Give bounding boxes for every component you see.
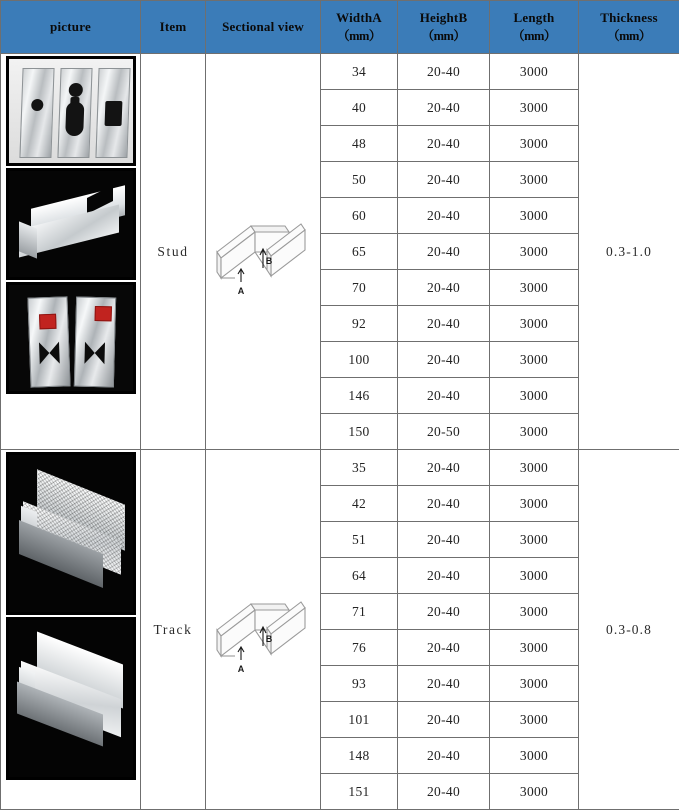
sectional-label-a: A bbox=[238, 286, 245, 296]
bowtie-cutout-icon bbox=[84, 342, 105, 365]
height-value: 20-40 bbox=[398, 306, 490, 342]
width-value: 146 bbox=[321, 378, 398, 414]
sectional-label-b: B bbox=[266, 256, 273, 266]
table-header bbox=[1, 1, 679, 54]
height-value: 20-40 bbox=[398, 198, 490, 234]
item-cell-stud bbox=[141, 54, 206, 450]
sectional-label-b: B bbox=[266, 634, 273, 644]
column-header-height-b bbox=[398, 1, 490, 54]
width-value: 92 bbox=[321, 306, 398, 342]
rectangular-hole-icon bbox=[104, 101, 122, 126]
length-value: 3000 bbox=[490, 234, 579, 270]
height-value: 20-40 bbox=[398, 126, 490, 162]
height-value: 20-40 bbox=[398, 594, 490, 630]
length-value: 3000 bbox=[490, 738, 579, 774]
table-body bbox=[1, 54, 679, 810]
height-value: 20-40 bbox=[398, 270, 490, 306]
width-value: 100 bbox=[321, 342, 398, 378]
length-value: 3000 bbox=[490, 90, 579, 126]
length-value: 3000 bbox=[490, 342, 579, 378]
sectional-view-cell-track bbox=[206, 450, 321, 810]
column-header-item bbox=[141, 1, 206, 54]
header-unit-thickness: （mm） bbox=[579, 27, 679, 45]
width-value: 151 bbox=[321, 774, 398, 810]
height-value: 20-40 bbox=[398, 738, 490, 774]
column-header-length bbox=[490, 1, 579, 54]
keyhole-icon bbox=[65, 102, 84, 136]
length-value: 3000 bbox=[490, 630, 579, 666]
picture-cell-track bbox=[1, 450, 141, 810]
red-label-sticker bbox=[94, 306, 111, 321]
height-value: 20-40 bbox=[398, 234, 490, 270]
c-stud-shape bbox=[17, 195, 125, 257]
length-value: 3000 bbox=[490, 378, 579, 414]
header-unit-height-b: （mm） bbox=[398, 27, 489, 45]
header-label-item: Item bbox=[141, 18, 205, 37]
smooth-track-channel-photo bbox=[6, 617, 136, 780]
width-value: 150 bbox=[321, 414, 398, 450]
height-value: 20-40 bbox=[398, 162, 490, 198]
column-header-thickness bbox=[579, 1, 679, 54]
width-value: 60 bbox=[321, 198, 398, 234]
sectional-view-cell-stud bbox=[206, 54, 321, 450]
width-value: 71 bbox=[321, 594, 398, 630]
length-value: 3000 bbox=[490, 666, 579, 702]
length-value: 3000 bbox=[490, 522, 579, 558]
stud-blank-piece bbox=[95, 68, 130, 158]
length-value: 3000 bbox=[490, 774, 579, 810]
height-value: 20-40 bbox=[398, 630, 490, 666]
header-label-thickness: Thickness bbox=[579, 9, 679, 28]
height-value: 20-40 bbox=[398, 90, 490, 126]
knurled-track-shape bbox=[15, 481, 127, 593]
round-hole-icon bbox=[68, 83, 82, 97]
width-value: 48 bbox=[321, 126, 398, 162]
length-value: 3000 bbox=[490, 558, 579, 594]
width-value: 148 bbox=[321, 738, 398, 774]
width-value: 42 bbox=[321, 486, 398, 522]
stud-piece-with-label bbox=[73, 296, 115, 387]
height-value: 20-40 bbox=[398, 666, 490, 702]
height-value: 20-40 bbox=[398, 774, 490, 810]
sectional-label-a: A bbox=[238, 664, 245, 674]
header-label-sectional-view: Sectional view bbox=[206, 18, 320, 37]
round-hole-icon bbox=[31, 99, 43, 111]
height-value: 20-40 bbox=[398, 522, 490, 558]
length-value: 3000 bbox=[490, 594, 579, 630]
column-header-picture bbox=[1, 1, 141, 54]
stud-blank-piece bbox=[19, 68, 54, 158]
header-unit-length: （mm） bbox=[490, 27, 578, 45]
length-value: 3000 bbox=[490, 162, 579, 198]
width-value: 70 bbox=[321, 270, 398, 306]
table-row bbox=[1, 54, 679, 90]
column-header-sectional-view bbox=[206, 1, 321, 54]
header-unit-width-a: （mm） bbox=[321, 27, 397, 45]
length-value: 3000 bbox=[490, 450, 579, 486]
length-value: 3000 bbox=[490, 306, 579, 342]
thickness-value: 0.3-0.8 bbox=[606, 622, 652, 637]
stud-blank-piece bbox=[57, 68, 92, 158]
header-label-length: Length bbox=[490, 9, 578, 28]
length-value: 3000 bbox=[490, 702, 579, 738]
width-value: 65 bbox=[321, 234, 398, 270]
smooth-track-shape bbox=[15, 644, 127, 758]
length-value: 3000 bbox=[490, 270, 579, 306]
width-value: 93 bbox=[321, 666, 398, 702]
width-value: 34 bbox=[321, 54, 398, 90]
length-value: 3000 bbox=[490, 54, 579, 90]
picture-stack-stud bbox=[1, 54, 140, 449]
height-value: 20-40 bbox=[398, 54, 490, 90]
dimension-label-a bbox=[238, 269, 245, 296]
stud-bowtie-cutout-photo bbox=[6, 282, 136, 394]
height-value: 20-40 bbox=[398, 450, 490, 486]
item-cell-track bbox=[141, 450, 206, 810]
height-value: 20-40 bbox=[398, 342, 490, 378]
c-stud-channel-photo bbox=[6, 168, 136, 280]
dimension-label-a bbox=[238, 647, 245, 674]
bowtie-cutout-icon bbox=[39, 342, 60, 365]
height-value: 20-40 bbox=[398, 378, 490, 414]
picture-stack-track bbox=[1, 450, 140, 809]
item-label: Stud bbox=[157, 244, 188, 259]
height-value: 20-40 bbox=[398, 486, 490, 522]
red-label-sticker bbox=[39, 314, 57, 330]
c-channel-isometric-diagram bbox=[211, 206, 315, 298]
width-value: 40 bbox=[321, 90, 398, 126]
width-value: 76 bbox=[321, 630, 398, 666]
header-label-width-a: WidthA bbox=[321, 9, 397, 28]
thickness-cell-track bbox=[579, 450, 679, 810]
header-label-picture: picture bbox=[1, 18, 140, 37]
length-value: 3000 bbox=[490, 414, 579, 450]
header-row bbox=[1, 1, 679, 54]
stud-blanks-photo bbox=[6, 56, 136, 166]
knurled-track-channel-photo bbox=[6, 452, 136, 615]
thickness-cell-stud bbox=[579, 54, 679, 450]
table-row bbox=[1, 450, 679, 486]
length-value: 3000 bbox=[490, 198, 579, 234]
width-value: 51 bbox=[321, 522, 398, 558]
height-value: 20-40 bbox=[398, 702, 490, 738]
picture-cell-stud bbox=[1, 54, 141, 450]
width-value: 35 bbox=[321, 450, 398, 486]
length-value: 3000 bbox=[490, 126, 579, 162]
width-value: 101 bbox=[321, 702, 398, 738]
length-value: 3000 bbox=[490, 486, 579, 522]
width-value: 50 bbox=[321, 162, 398, 198]
u-channel-isometric-diagram bbox=[211, 584, 315, 676]
header-label-height-b: HeightB bbox=[398, 9, 489, 28]
column-header-width-a bbox=[321, 1, 398, 54]
height-value: 20-50 bbox=[398, 414, 490, 450]
item-label: Track bbox=[153, 622, 192, 637]
height-value: 20-40 bbox=[398, 558, 490, 594]
thickness-value: 0.3-1.0 bbox=[606, 244, 652, 259]
stud-piece-with-label bbox=[27, 296, 70, 387]
width-value: 64 bbox=[321, 558, 398, 594]
